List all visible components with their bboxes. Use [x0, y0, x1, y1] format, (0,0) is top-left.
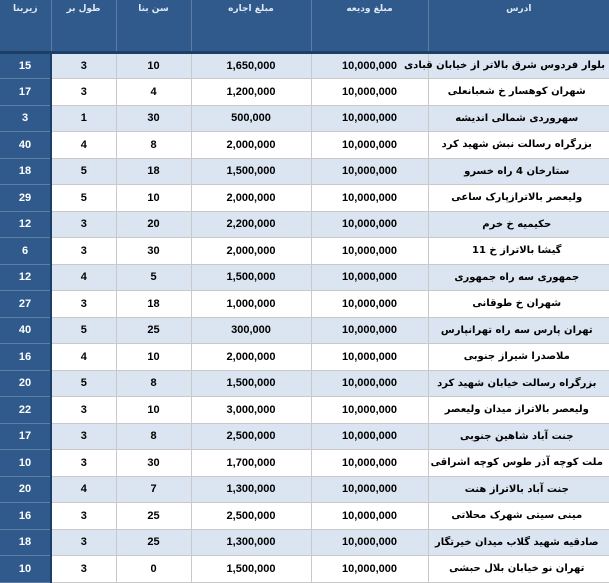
cell-length: 3	[51, 503, 116, 530]
cell-address: ستارخان 4 راه خسرو	[428, 158, 609, 185]
cell-address: بزرگراه رسالت خیابان شهید کرد	[428, 370, 609, 397]
table-row	[0, 344, 609, 371]
cell-deposit: 10,000,000	[311, 79, 428, 106]
cell-area: 17	[0, 79, 51, 106]
table-row	[0, 370, 609, 397]
cell-address: تهران پارس سه راه تهرانپارس	[428, 317, 609, 344]
cell-rent: 1,650,000	[191, 52, 311, 79]
cell-area: 12	[0, 211, 51, 238]
cell-length: 3	[51, 238, 116, 265]
cell-address: ولیعصر بالاترازپارک ساعی	[428, 185, 609, 212]
cell-age: 30	[116, 450, 191, 477]
cell-area: 10	[0, 556, 51, 583]
cell-length: 3	[51, 423, 116, 450]
cell-length: 5	[51, 158, 116, 185]
header-row	[0, 0, 609, 52]
cell-length: 4	[51, 132, 116, 159]
cell-deposit: 10,000,000	[311, 291, 428, 318]
cell-length: 3	[51, 211, 116, 238]
cell-rent: 1,300,000	[191, 529, 311, 556]
cell-rent: 2,000,000	[191, 132, 311, 159]
cell-area: 40	[0, 132, 51, 159]
header-address: ادرس	[428, 0, 609, 52]
cell-deposit: 10,000,000	[311, 105, 428, 132]
cell-area: 22	[0, 397, 51, 424]
cell-deposit: 10,000,000	[311, 476, 428, 503]
cell-rent: 1,500,000	[191, 556, 311, 583]
table-row	[0, 185, 609, 212]
cell-area: 3	[0, 105, 51, 132]
cell-age: 10	[116, 344, 191, 371]
cell-deposit: 10,000,000	[311, 158, 428, 185]
cell-deposit: 10,000,000	[311, 344, 428, 371]
cell-rent: 1,500,000	[191, 264, 311, 291]
cell-deposit: 10,000,000	[311, 264, 428, 291]
cell-address: جنت آباد بالاتراز هنت	[428, 476, 609, 503]
cell-length: 5	[51, 370, 116, 397]
cell-area: 27	[0, 291, 51, 318]
table-row	[0, 291, 609, 318]
cell-age: 30	[116, 238, 191, 265]
cell-rent: 1,700,000	[191, 450, 311, 477]
cell-address: ملاصدرا شیراز جنوبی	[428, 344, 609, 371]
cell-area: 12	[0, 264, 51, 291]
cell-area: 20	[0, 370, 51, 397]
cell-address: بلوار فردوس شرق بالاتر از خیابان قبادی	[428, 52, 609, 79]
cell-area: 10	[0, 450, 51, 477]
cell-address: ملت کوچه آذر طوس کوچه اشراقی	[428, 450, 609, 477]
cell-age: 30	[116, 105, 191, 132]
cell-length: 3	[51, 291, 116, 318]
cell-age: 10	[116, 185, 191, 212]
table-body	[0, 52, 609, 582]
cell-address: شهران کوهسار خ شعبانعلی	[428, 79, 609, 106]
cell-area: 16	[0, 344, 51, 371]
cell-area: 18	[0, 158, 51, 185]
cell-length: 4	[51, 264, 116, 291]
cell-rent: 1,500,000	[191, 370, 311, 397]
cell-rent: 2,500,000	[191, 503, 311, 530]
cell-deposit: 10,000,000	[311, 238, 428, 265]
table-row	[0, 476, 609, 503]
cell-age: 10	[116, 397, 191, 424]
cell-area: 20	[0, 476, 51, 503]
cell-deposit: 10,000,000	[311, 185, 428, 212]
table-row	[0, 529, 609, 556]
header-area: زیربنا	[0, 0, 51, 52]
cell-rent: 2,200,000	[191, 211, 311, 238]
cell-rent: 300,000	[191, 317, 311, 344]
table-row	[0, 158, 609, 185]
cell-age: 18	[116, 158, 191, 185]
cell-age: 18	[116, 291, 191, 318]
header-length: طول بر	[51, 0, 116, 52]
table-row	[0, 317, 609, 344]
table-row	[0, 556, 609, 583]
cell-deposit: 10,000,000	[311, 317, 428, 344]
cell-deposit: 10,000,000	[311, 52, 428, 79]
cell-area: 18	[0, 529, 51, 556]
header-rent: مبلغ اجاره	[191, 0, 311, 52]
cell-length: 1	[51, 105, 116, 132]
cell-length: 4	[51, 476, 116, 503]
cell-age: 0	[116, 556, 191, 583]
cell-area: 16	[0, 503, 51, 530]
cell-age: 8	[116, 423, 191, 450]
table-row	[0, 132, 609, 159]
table-row	[0, 503, 609, 530]
cell-address: تهران نو خیابان بلال حبشی	[428, 556, 609, 583]
cell-rent: 1,300,000	[191, 476, 311, 503]
table-row	[0, 423, 609, 450]
cell-address: گیشا بالاتراز خ 11	[428, 238, 609, 265]
cell-length: 5	[51, 185, 116, 212]
cell-age: 10	[116, 52, 191, 79]
cell-area: 40	[0, 317, 51, 344]
cell-rent: 500,000	[191, 105, 311, 132]
cell-deposit: 10,000,000	[311, 503, 428, 530]
cell-length: 3	[51, 529, 116, 556]
cell-deposit: 10,000,000	[311, 370, 428, 397]
cell-rent: 2,000,000	[191, 344, 311, 371]
cell-address: سهروردی شمالی اندیشه	[428, 105, 609, 132]
cell-address: صادقیه شهید گلاب میدان خیرتگار	[428, 529, 609, 556]
cell-address: حکیمیه خ خرم	[428, 211, 609, 238]
table-row	[0, 264, 609, 291]
cell-area: 15	[0, 52, 51, 79]
cell-rent: 2,000,000	[191, 238, 311, 265]
table-header	[0, 0, 609, 52]
cell-deposit: 10,000,000	[311, 450, 428, 477]
cell-age: 5	[116, 264, 191, 291]
table-row	[0, 79, 609, 106]
cell-area: 29	[0, 185, 51, 212]
cell-age: 7	[116, 476, 191, 503]
cell-age: 4	[116, 79, 191, 106]
cell-age: 20	[116, 211, 191, 238]
cell-length: 3	[51, 52, 116, 79]
cell-deposit: 10,000,000	[311, 397, 428, 424]
cell-rent: 3,000,000	[191, 397, 311, 424]
cell-address: بزرگراه رسالت نبش شهید کرد	[428, 132, 609, 159]
table-row	[0, 52, 609, 79]
table-row	[0, 211, 609, 238]
cell-rent: 1,500,000	[191, 158, 311, 185]
cell-length: 3	[51, 556, 116, 583]
cell-age: 25	[116, 529, 191, 556]
cell-address: شهران خ طوقانی	[428, 291, 609, 318]
cell-rent: 2,500,000	[191, 423, 311, 450]
cell-length: 4	[51, 344, 116, 371]
cell-area: 17	[0, 423, 51, 450]
cell-age: 25	[116, 503, 191, 530]
header-deposit: مبلغ ودیعه	[311, 0, 428, 52]
cell-address: جمهوری سه راه جمهوری	[428, 264, 609, 291]
cell-rent: 1,200,000	[191, 79, 311, 106]
cell-age: 8	[116, 132, 191, 159]
cell-rent: 2,000,000	[191, 185, 311, 212]
table-row	[0, 397, 609, 424]
cell-rent: 1,000,000	[191, 291, 311, 318]
cell-length: 5	[51, 317, 116, 344]
table-row	[0, 238, 609, 265]
cell-length: 3	[51, 450, 116, 477]
cell-deposit: 10,000,000	[311, 556, 428, 583]
header-age: سن بنا	[116, 0, 191, 52]
table-row	[0, 105, 609, 132]
cell-deposit: 10,000,000	[311, 529, 428, 556]
cell-address: ولیعصر بالاتراز میدان ولیعصر	[428, 397, 609, 424]
cell-age: 25	[116, 317, 191, 344]
table-row	[0, 450, 609, 477]
cell-deposit: 10,000,000	[311, 132, 428, 159]
cell-deposit: 10,000,000	[311, 423, 428, 450]
cell-length: 3	[51, 397, 116, 424]
cell-address: مینی سیتی شهرک محلاتی	[428, 503, 609, 530]
cell-area: 6	[0, 238, 51, 265]
cell-deposit: 10,000,000	[311, 211, 428, 238]
cell-age: 8	[116, 370, 191, 397]
cell-length: 3	[51, 79, 116, 106]
cell-address: جنت آباد شاهین جنوبی	[428, 423, 609, 450]
